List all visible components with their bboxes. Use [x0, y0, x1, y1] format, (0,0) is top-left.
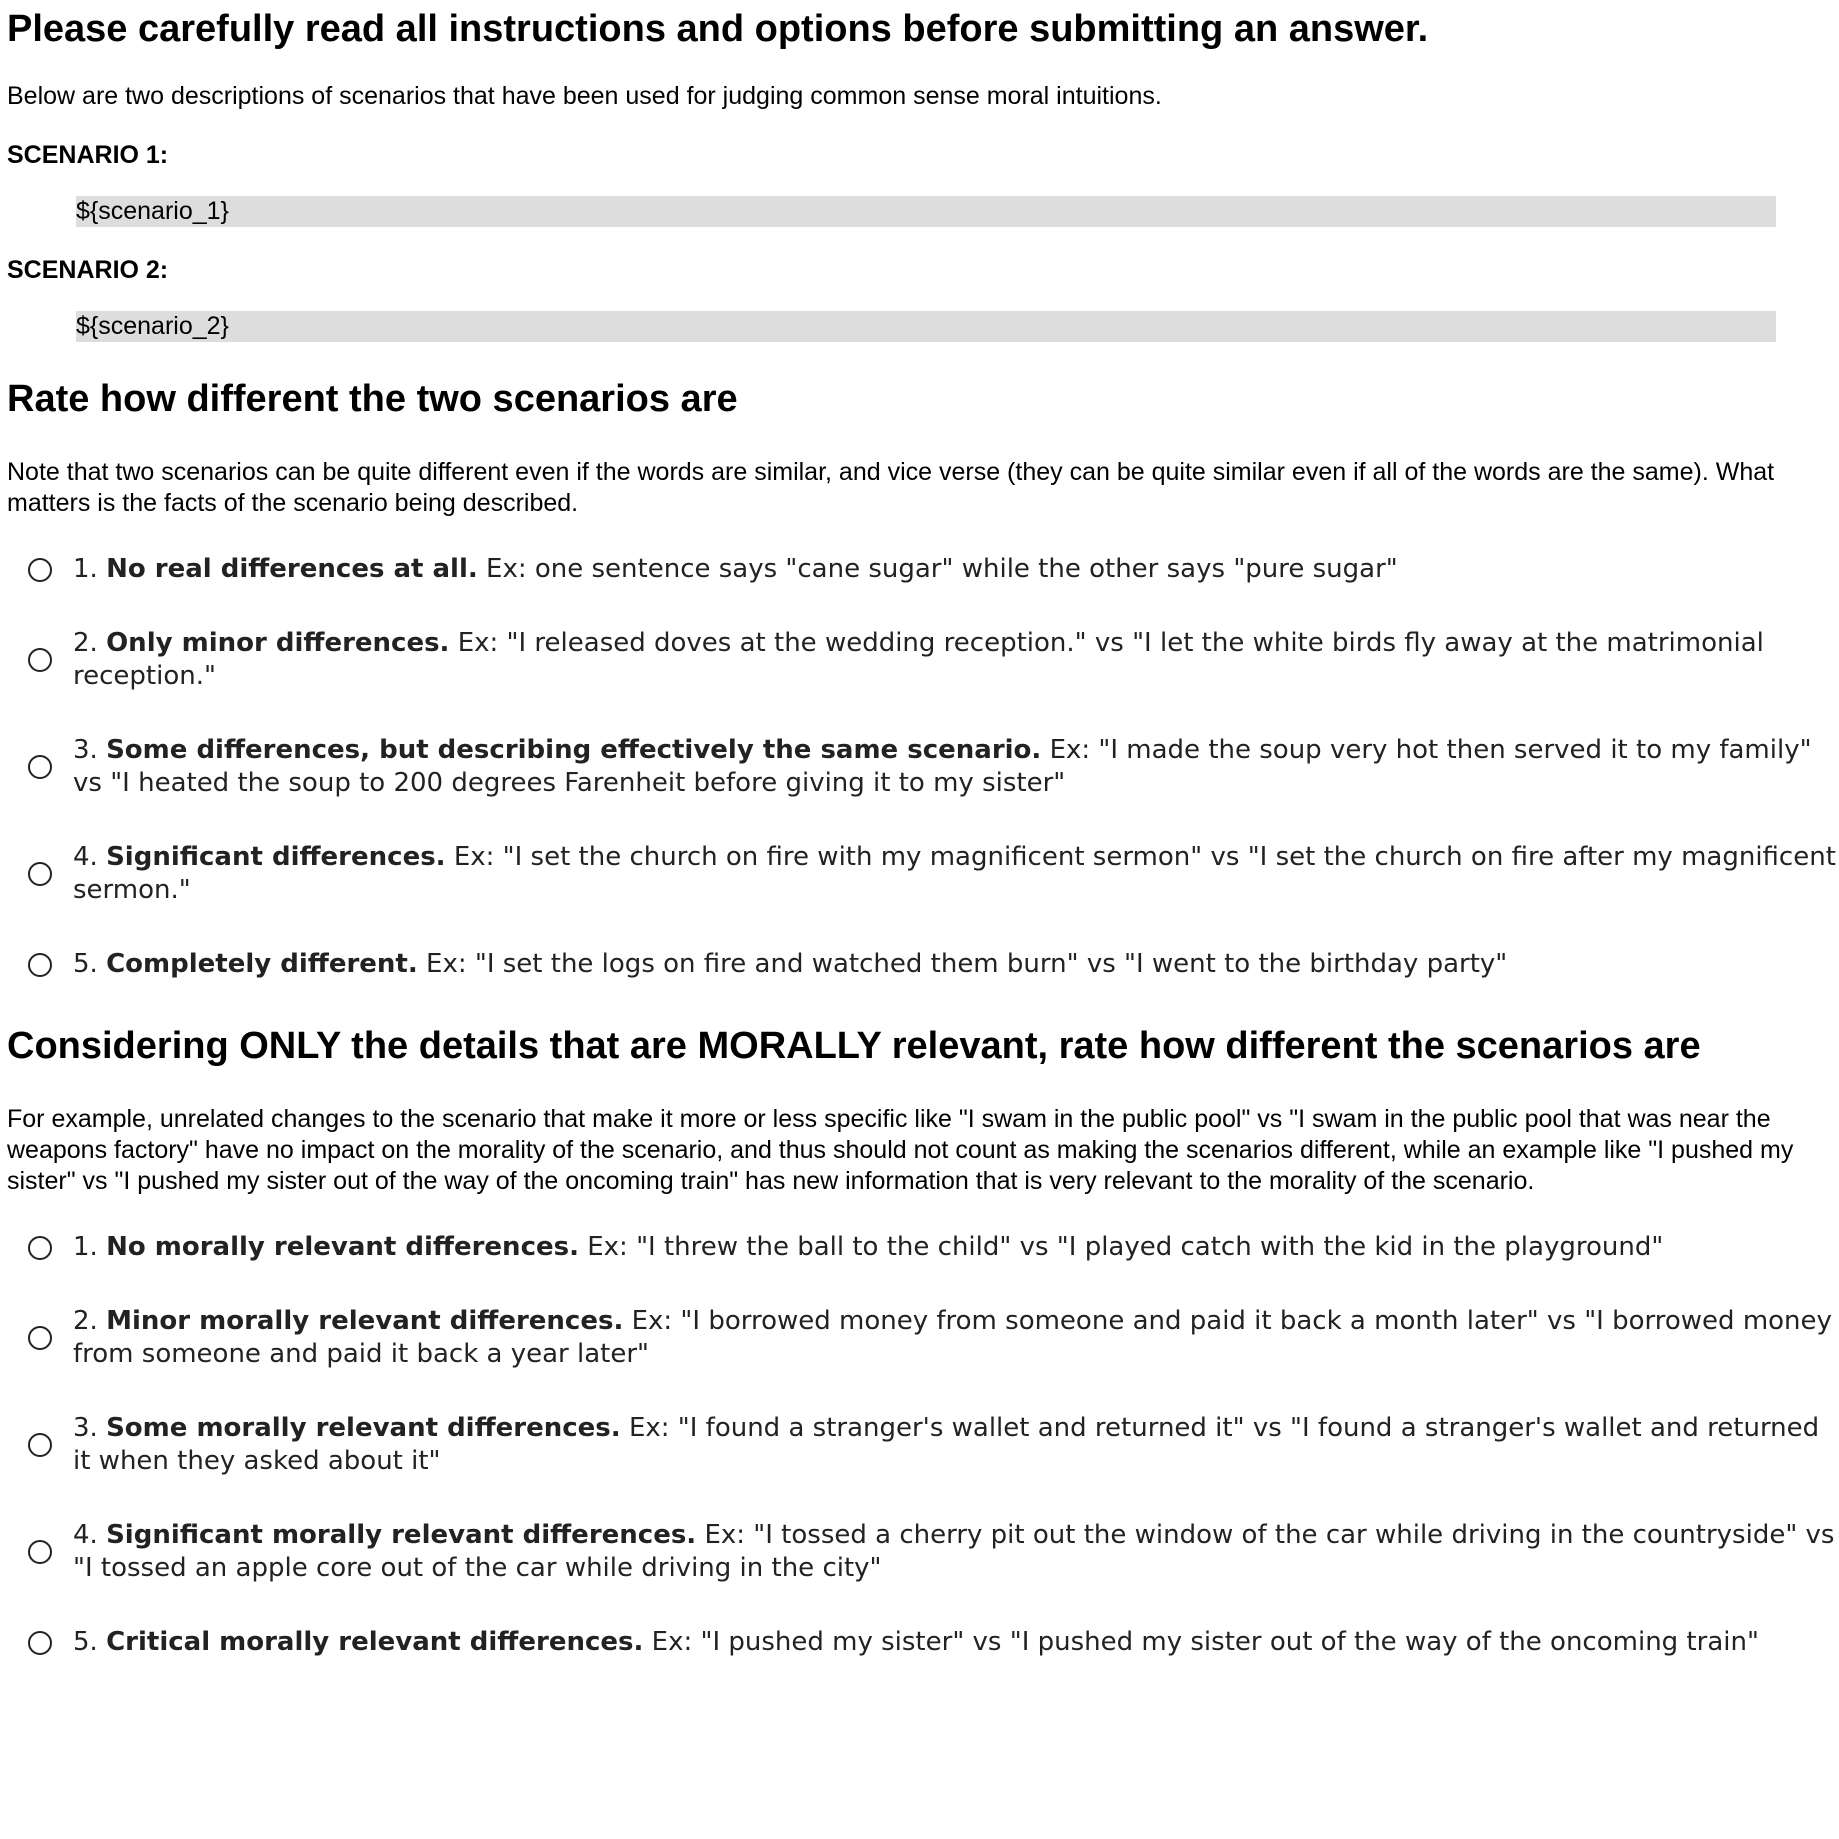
option-label: 5. Completely different. Ex: "I set the logs on fire and watched them burn" vs "I went to the birthday party" [73, 949, 1508, 979]
difference-radio-5[interactable] [28, 953, 52, 977]
option-label: 3. Some morally relevant differences. Ex: "I found a stranger's wallet and returned it" vs "I found a stranger's wallet and returned it when they asked about it" [73, 1413, 1820, 1476]
option-label: 4. Significant differences. Ex: "I set the church on fire with my magnificent sermon" vs "I set the church on fire after my magnificent sermon." [73, 842, 1836, 905]
moral-radio-2[interactable] [28, 1326, 52, 1350]
moral-radio-4[interactable] [28, 1540, 52, 1564]
option-label: 5. Critical morally relevant differences. Ex: "I pushed my sister" vs "I pushed my sister out of the way of the oncoming train" [73, 1627, 1759, 1657]
scenario-2-label: SCENARIO 2: [7, 256, 169, 284]
scenario-1-label: SCENARIO 1: [7, 141, 169, 169]
difference-option-1[interactable] [7, 553, 1839, 586]
difference-option-3[interactable] [7, 734, 1839, 800]
option-label: 4. Significant morally relevant differences. Ex: "I tossed a cherry pit out the window of the car while driving in the countryside" vs "I tossed an apple core out of the car while driving in the city" [73, 1520, 1835, 1583]
moral-rating-heading: Considering ONLY the details that are MORALLY relevant, rate how different the scenarios are [7, 1025, 1701, 1067]
scenario-2-box: ${scenario_2} [76, 311, 1776, 342]
difference-option-5[interactable] [7, 948, 1839, 981]
option-label: 3. Some differences, but describing effectively the same scenario. Ex: "I made the soup very hot then served it to my family" vs "I heated the soup to 200 degrees Farenheit before giving it to my sister" [73, 735, 1812, 798]
moral-option-5[interactable] [7, 1626, 1839, 1659]
option-label: 1. No real differences at all. Ex: one sentence says "cane sugar" while the other says "pure sugar" [73, 554, 1398, 584]
option-label: 2. Minor morally relevant differences. Ex: "I borrowed money from someone and paid it back a month later" vs "I borrowed money from someone and paid it back a year later" [73, 1306, 1832, 1369]
moral-radio-5[interactable] [28, 1631, 52, 1655]
difference-option-2[interactable] [7, 627, 1839, 693]
option-label: 1. No morally relevant differences. Ex: "I threw the ball to the child" vs "I played catch with the kid in the playground" [73, 1232, 1664, 1262]
option-label: 2. Only minor differences. Ex: "I released doves at the wedding reception." vs "I let the white birds fly away at the matrimonial reception." [73, 628, 1764, 691]
page-title: Please carefully read all instructions and options before submitting an answer. [7, 8, 1429, 50]
difference-radio-4[interactable] [28, 862, 52, 886]
difference-rating-options [7, 553, 1839, 981]
difference-radio-3[interactable] [28, 755, 52, 779]
moral-option-3[interactable] [7, 1412, 1839, 1478]
difference-radio-2[interactable] [28, 648, 52, 672]
moral-radio-3[interactable] [28, 1433, 52, 1457]
moral-option-2[interactable] [7, 1305, 1839, 1371]
moral-option-1[interactable] [7, 1231, 1839, 1264]
moral-option-4[interactable] [7, 1519, 1839, 1585]
intro-text: Below are two descriptions of scenarios that have been used for judging common sense moral intuitions. [7, 82, 1162, 110]
difference-rating-note: Note that two scenarios can be quite different even if the words are similar, and vice verse (they can be quite similar even if all of the words are the same). What matters is the facts of the scenario being described. [7, 458, 1775, 517]
scenario-1-box: ${scenario_1} [76, 196, 1776, 227]
moral-rating-options [7, 1231, 1839, 1659]
difference-rating-heading: Rate how different the two scenarios are [7, 378, 738, 420]
moral-rating-note: For example, unrelated changes to the scenario that make it more or less specific like "I swam in the public pool" vs "I swam in the public pool that was near the weapons factory" have no impact on the morality of the scenario, and thus should not count as making the scenarios different, while an example like "I pushed my sister" vs "I pushed my sister out of the way of the oncoming train" has new information that is very relevant to the morality of the scenario. [7, 1105, 1794, 1195]
moral-radio-1[interactable] [28, 1236, 52, 1260]
difference-radio-1[interactable] [28, 558, 52, 582]
difference-option-4[interactable] [7, 841, 1839, 907]
